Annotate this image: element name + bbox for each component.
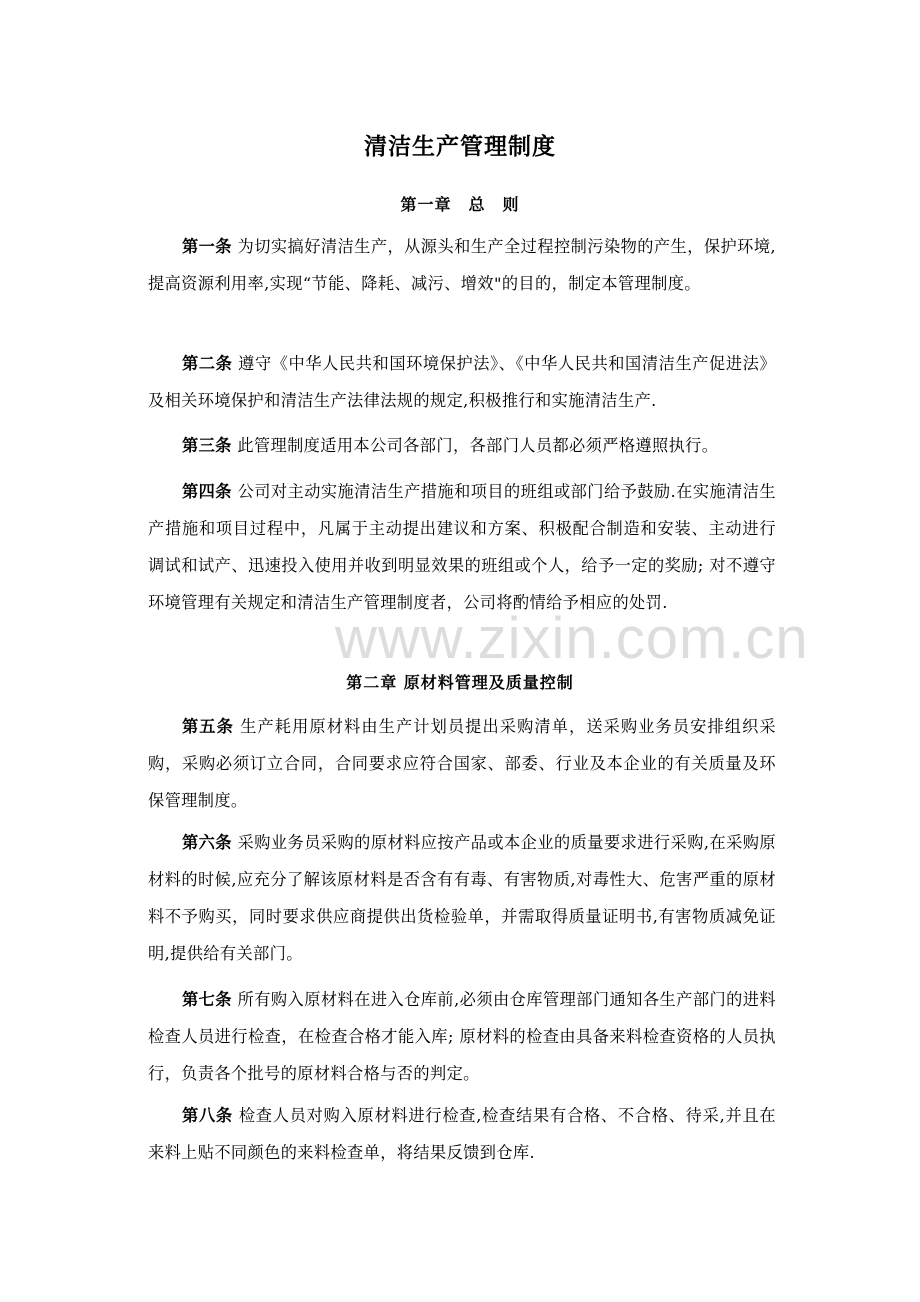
article-2 (148, 345, 776, 419)
article-3 (148, 427, 776, 464)
watermark: www.zixin.com.cn (335, 606, 809, 671)
article-label: 第七条 (182, 990, 232, 1009)
article-1 (148, 228, 776, 302)
chapter-heading: 第二章 原材料管理及质量控制 (346, 673, 574, 692)
article-label: 第六条 (182, 833, 232, 852)
article-text: 公司对主动实施清洁生产措施和项目的班组或部门给予鼓励.在实施清洁生产措施和项目过程中，凡属于主动提出建议和方案、积极配合制造和安装、主动进行调试和试产、迅速投入使用并收到明显效果的班组或个人，给予一定的奖励; 对不遵守环境管理有关规定和清洁生产管理制度者，公司将酌情给予相应的处罚. (148, 482, 777, 612)
article-5 (148, 708, 776, 819)
article-text: 生产耗用原材料由生产计划员提出采购清单，送采购业务员安排组织采购，采购必须订立合同，合同要求应符合国家、部委、行业及本企业的有关质量及环保管理制度。 (148, 717, 776, 810)
article-label: 第二条 (182, 354, 233, 373)
article-text: 采购业务员采购的原材料应按产品或本企业的质量要求进行采购,在采购原材料的时候,应充分了解该原材料是否含有有毒、有害物质,对毒性大、危害严重的原材料不予购买，同时要求供应商提供出货检验单，并需取得质量证明书,有害物质减免证明,提供给有关部门。 (148, 833, 777, 963)
article-text: 遵守《中华人民共和国环境保护法》、《中华人民共和国清洁生产促进法》及相关环境保护和清洁生产法律法规的规定,积极推行和实施清洁生产. (148, 354, 777, 410)
article-text: 为切实搞好清洁生产，从源头和生产全过程控制污染物的产生，保护环境,提高资源利用率,实现“节能、降耗、减污、增效"的目的，制定本管理制度。 (148, 237, 777, 293)
article-label: 第三条 (182, 436, 232, 455)
article-text: 此管理制度适用本公司各部门，各部门人员都必须严格遵照执行。 (237, 436, 719, 455)
article-label: 第五条 (182, 717, 234, 736)
chapter-heading: 第一章 总 则 (400, 195, 520, 214)
article-label: 第一条 (182, 237, 232, 256)
article-7 (148, 981, 776, 1092)
article-6 (148, 824, 776, 972)
document-title: 清洁生产管理制度 (364, 133, 556, 160)
article-4 (148, 473, 776, 621)
article-text: 所有购入原材料在进入仓库前,必须由仓库管理部门通知各生产部门的进料检查人员进行检查，在检查合格才能入库; 原材料的检查由具备来料检查资格的人员执行，负责各个批号的原材料合格与否的判定。 (148, 990, 777, 1083)
article-label: 第四条 (182, 482, 232, 501)
article-text: 检查人员对购入原材料进行检查,检查结果有合格、不合格、待采,并且在来料上贴不同颜色的来料检查单，将结果反馈到仓库. (148, 1106, 777, 1162)
article-8 (148, 1097, 776, 1171)
article-label: 第八条 (182, 1106, 233, 1125)
